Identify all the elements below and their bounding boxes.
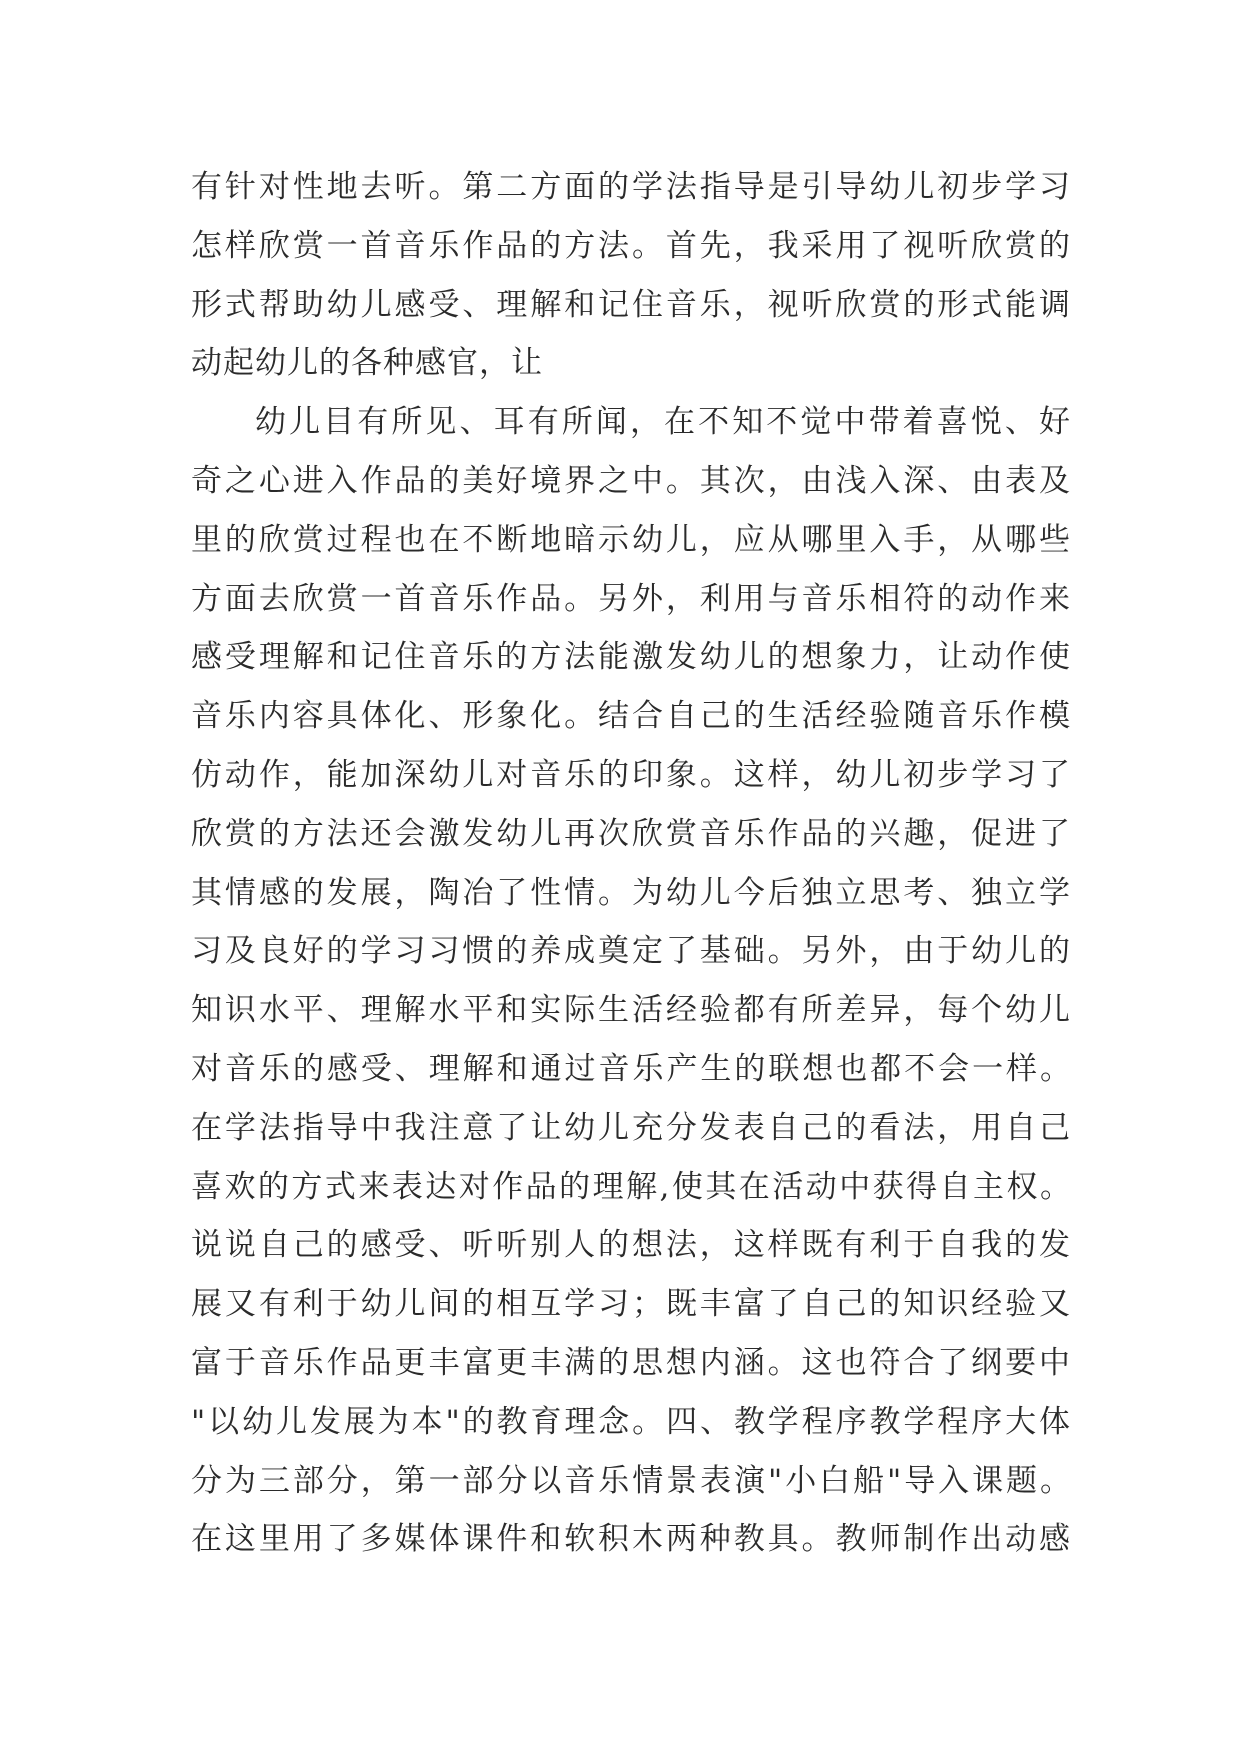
text-line: 习及良好的学习习惯的养成奠定了基础。另外，由于幼儿的: [191, 933, 1071, 970]
text-line: 说说自己的感受、听听别人的想法，这样既有利于自我的发: [191, 1227, 1071, 1264]
text-line: 怎样欣赏一首音乐作品的方法。首先，我采用了视听欣赏的: [191, 227, 1071, 264]
text-line: 富于音乐作品更丰富更丰满的思想内涵。这也符合了纲要中: [191, 1344, 1071, 1381]
text-line: 在这里用了多媒体课件和软积木两种教具。教师制作出动感: [191, 1521, 1071, 1558]
text-line: 仿动作，能加深幼儿对音乐的印象。这样，幼儿初步学习了: [191, 756, 1071, 793]
text-line: "以幼儿发展为本"的教育理念。四、教学程序教学程序大体: [191, 1403, 1071, 1440]
text-line: 有针对性地去听。第二方面的学法指导是引导幼儿初步学习: [191, 169, 1071, 205]
text-line: 感受理解和记住音乐的方法能激发幼儿的想象力，让动作使: [191, 639, 1071, 676]
text-line: 欣赏的方法还会激发幼儿再次欣赏音乐作品的兴趣，促进了: [191, 815, 1071, 852]
body-text: [191, 158, 1071, 1569]
text-line: 方面去欣赏一首音乐作品。另外，利用与音乐相符的动作来: [191, 580, 1071, 617]
text-line: 形式帮助幼儿感受、理解和记住音乐，视听欣赏的形式能调: [191, 286, 1071, 323]
text-line: 动起幼儿的各种感官，让: [191, 345, 543, 382]
text-line: 里的欣赏过程也在不断地暗示幼儿，应从哪里入手，从哪些: [191, 521, 1071, 558]
text-line: 展又有利于幼儿间的相互学习；既丰富了自己的知识经验又: [191, 1286, 1071, 1323]
paragraph-first-line: 幼儿目有所见、耳有所闻，在不知不觉中带着喜悦、好: [255, 404, 1071, 441]
text-line: 其情感的发展，陶冶了性情。为幼儿今后独立思考、独立学: [191, 874, 1071, 911]
text-line: 对音乐的感受、理解和通过音乐产生的联想也都不会一样。: [191, 1050, 1071, 1087]
text-line: 音乐内容具体化、形象化。结合自己的生活经验随音乐作模: [191, 698, 1071, 735]
text-line: 在学法指导中我注意了让幼儿充分发表自己的看法，用自己: [191, 1109, 1071, 1146]
text-line: 奇之心进入作品的美好境界之中。其次，由浅入深、由表及: [191, 462, 1071, 499]
text-line: 喜欢的方式来表达对作品的理解,使其在活动中获得自主权。: [191, 1168, 1071, 1205]
text-line: 知识水平、理解水平和实际生活经验都有所差异，每个幼儿: [191, 992, 1071, 1029]
text-line: 分为三部分，第一部分以音乐情景表演"小白船"导入课题。: [191, 1462, 1071, 1499]
